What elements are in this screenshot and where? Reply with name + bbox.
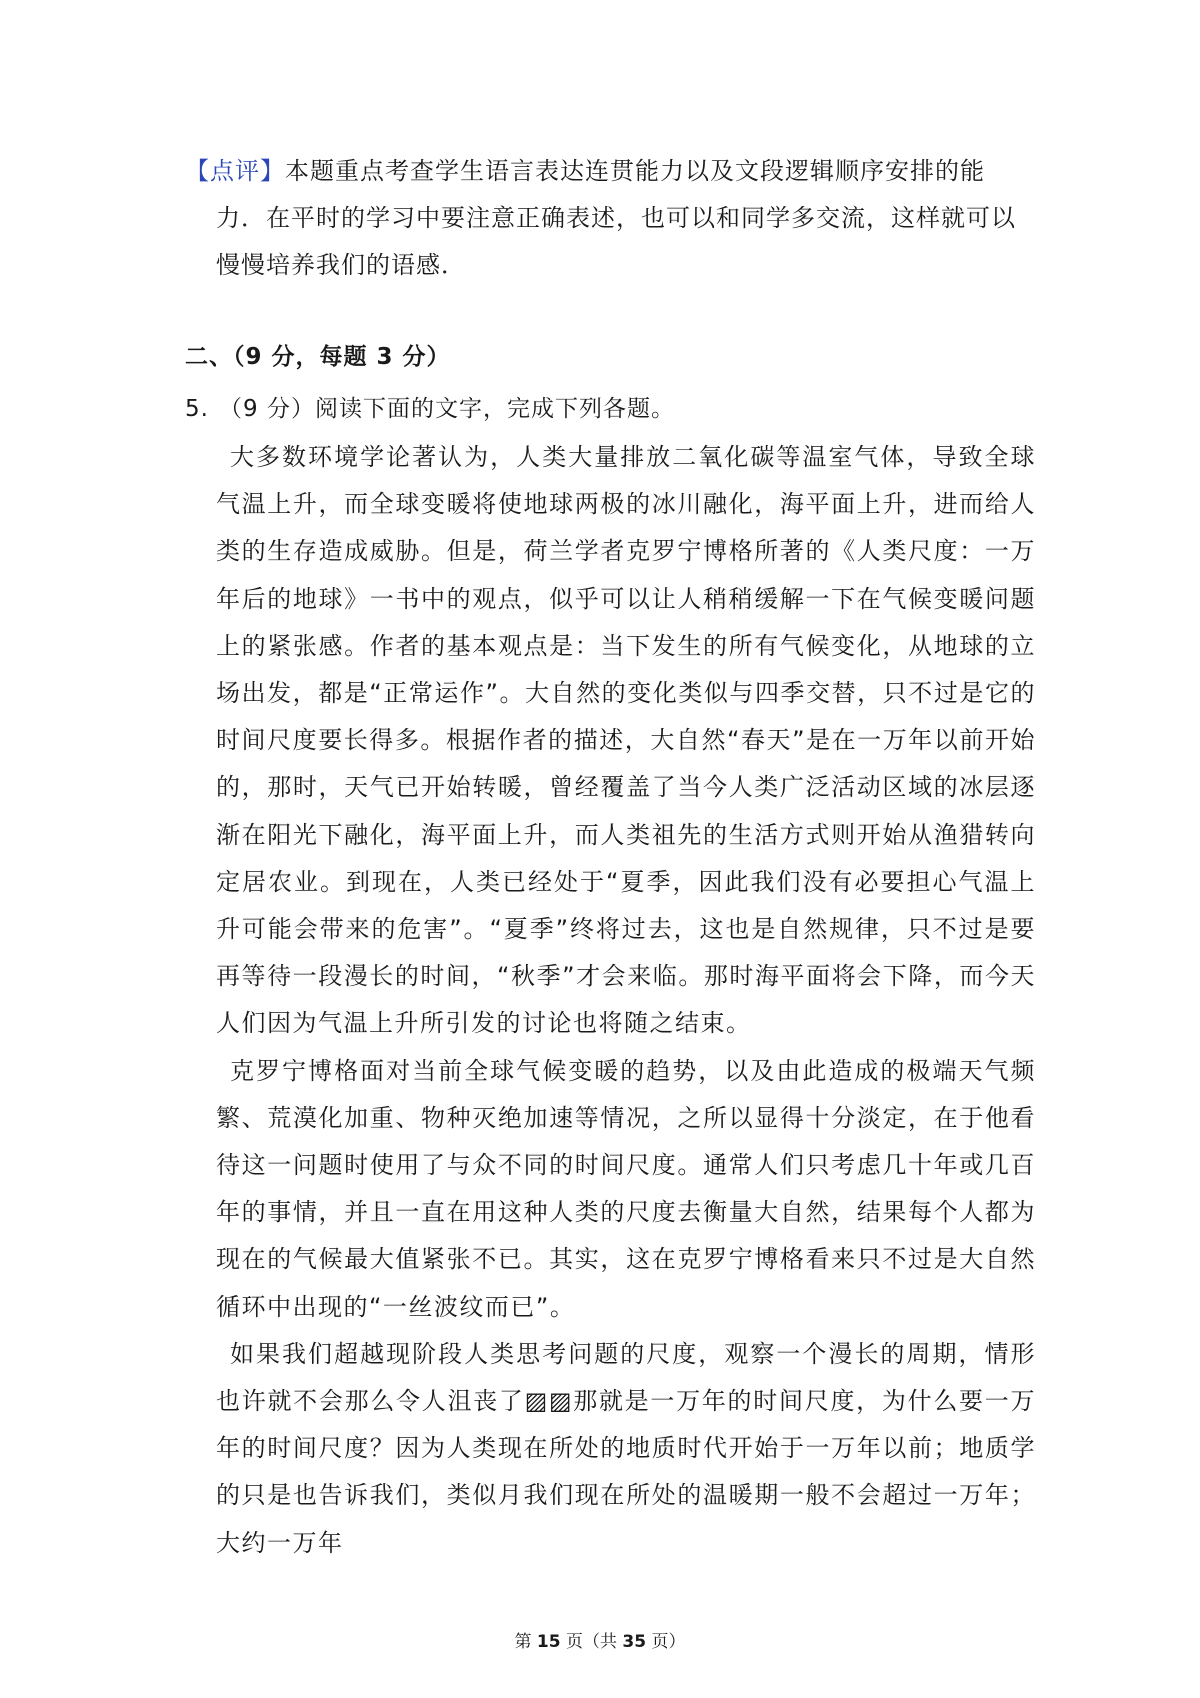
question-text: （9 分）阅读下面的文字，完成下列各题。 bbox=[219, 396, 675, 422]
page-footer bbox=[0, 1627, 1200, 1652]
question-prompt bbox=[185, 390, 675, 423]
footer-page-number: 15 bbox=[536, 1632, 561, 1652]
footer-prefix: 第 bbox=[514, 1632, 537, 1652]
comment-rest: 力．在平时的学习中要注意正确表述，也可以和同学多交流，这样就可以慢慢培养我们的语感． bbox=[216, 204, 1016, 279]
passage-paragraph-1: 大多数环境学论著认为，人类大量排放二氧化碳等温室气体，导致全球气温上升，而全球变暖将使地球两极的冰川融化，海平面上升，进而给人类的生存造成威胁。但是，荷兰学者克罗宁博格所著的《人类尺度：一万年后的地球》一书中的观点，似乎可以让人稍稍缓解一下在气候变暖问题上的紧张感。作者的基本观点是：当下发生的所有气候变化，从地球的立场出发，都是“正常运作”。大自然的变化类似与四季交替，只不过是它的时间尺度要长得多。根据作者的描述，大自然“春天”是在一万年以前开始的，那时，天气已开始转暖，曾经覆盖了当今人类广泛活动区域的冰层逐渐在阳光下融化，海平面上升，而人类祖先的生活方式则开始从渔猎转向定居农业。到现在，人类已经处于“夏季，因此我们没有必要担心气温上升可能会带来的危害”。“夏季”终将过去，这也是自然规律，只不过是要再等待一段漫长的时间，“秋季”才会来临。那时海平面将会下降，而今天人们因为气温上升所引发的讨论也将随之结束。 bbox=[216, 443, 1036, 1038]
passage-paragraph-3: 如果我们超越现阶段人类思考问题的尺度，观察一个漫长的周期，情形也许就不会那么令人沮丧了▨▨那就是一万年的时间尺度，为什么要一万年的时间尺度？因为人类现在所处的地质时代开始于一万年以前；地质学的只是也告诉我们，类似月我们现在所处的温暖期一般不会超过一万年；大约一万年 bbox=[216, 1339, 1036, 1557]
footer-suffix: 页） bbox=[646, 1632, 686, 1652]
footer-total-pages: 35 bbox=[622, 1632, 647, 1652]
question-number: 5. bbox=[185, 396, 209, 422]
comment-tag: 【点评】 bbox=[185, 157, 285, 185]
comment-line-1: 本题重点考查学生语言表达连贯能力以及文段逻辑顺序安排的能 bbox=[285, 157, 985, 185]
section-heading: 二、（9 分，每题 3 分） bbox=[185, 344, 451, 370]
comment-block bbox=[185, 148, 1035, 289]
passage-paragraph-2: 克罗宁博格面对当前全球气候变暖的趋势，以及由此造成的极端天气频繁、荒漠化加重、物种灭绝加速等情况，之所以显得十分淡定，在于他看待这一问题时使用了与众不同的时间尺度。通常人们只考虑几十年或几百年的事情，并且一直在用这种人类的尺度去衡量大自然，结果每个人都为现在的气候最大值紧张不已。其实，这在克罗宁博格看来只不过是大自然循环中出现的“一丝波纹而已”。 bbox=[216, 1056, 1036, 1321]
footer-middle: 页（共 bbox=[560, 1632, 623, 1652]
reading-passage bbox=[216, 434, 1036, 1567]
